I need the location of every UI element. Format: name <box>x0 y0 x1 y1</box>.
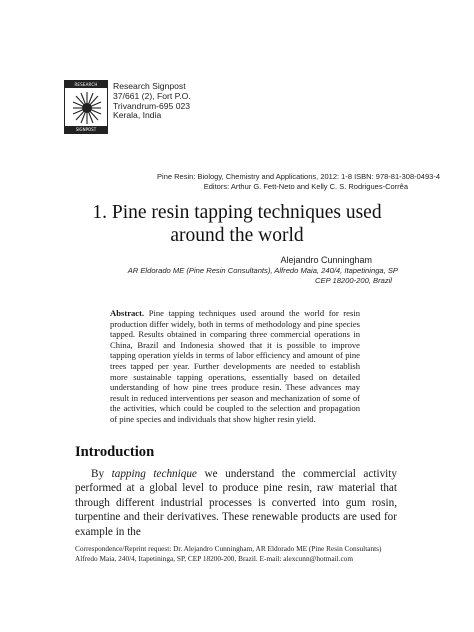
intro-lead: By <box>91 468 112 480</box>
publisher-address <box>113 82 191 121</box>
intro-text: we understand the commercial activity performed at a global level to produce pine resin, raw material that through different industrial processes is converted into gum rosin, turpentine and their derivatives. These renewable products are used for example in the <box>75 468 397 538</box>
sunburst-icon <box>72 90 102 126</box>
author-affiliation: AR Eldorado ME (Pine Resin Consultants), Alfredo Maia, 240/4, Itapetininga, SP <box>127 266 398 275</box>
publisher-logo <box>64 80 108 134</box>
logo-bottom-text: SIGNPOST <box>65 126 107 133</box>
author-name: Alejandro Cunningham <box>280 255 372 265</box>
author-affiliation: CEP 18200-200, Brazil <box>315 276 392 286</box>
publisher-name: Research Signpost <box>113 81 186 91</box>
intro-term: tapping technique <box>111 468 197 480</box>
publisher-address-line: 37/661 (2), Fort P.O. <box>113 90 191 101</box>
title-line: 1. Pine resin tapping techniques used <box>92 202 382 223</box>
title-line: around the world <box>170 225 304 246</box>
publisher-address-line: Trivandrum-695 023 <box>113 100 191 111</box>
citation-line: Pine Resin: Biology, Chemistry and Applications, 2012: 1-8 ISBN: 978-81-308-0493-4 <box>157 172 440 181</box>
section-heading: Introduction <box>75 444 155 460</box>
editors-line: Editors: Arthur G. Fett-Neto and Kelly C. S. Rodrigues-Corrêa <box>203 182 408 191</box>
paper-title <box>60 201 414 247</box>
introduction-paragraph <box>75 467 397 539</box>
logo-top-text: RESEARCH <box>65 81 107 88</box>
introduction-body <box>75 467 397 539</box>
abstract-label: Abstract. <box>110 308 145 318</box>
correspondence-footnote: Correspondence/Reprint request: Dr. Alejandro Cunningham, AR Eldorado ME (Pine Resin Consultants) Alfredo Maia, 240/4, Itapetininga, SP, CEP 18200-200, Brazil. E-mail: alexcunn@hotmail.com <box>75 544 382 563</box>
abstract-text: Pine tapping techniques used around the world for resin production differ widely, both in terms of methodology and pine species tapped. Results obtained in comparing three commercial operations in China, Brazil and Indonesia showed that it is possible to improve tapping operation yields in terms of labor efficiency and amount of pine trees tapped per year. Further developments are needed to establish more sustainable tapping operations, essentially based on detailed understanding of how pine trees produce resin. These advances may result in reduced interventions per season and mechanization of some of the activities, which could be coupled to the selection and propagation of pine species and individuals that show higher resin yield. <box>110 308 360 424</box>
citation-block <box>60 172 458 192</box>
abstract <box>110 308 360 425</box>
publisher-address-line: Kerala, India <box>113 110 162 121</box>
author-block <box>100 255 398 287</box>
